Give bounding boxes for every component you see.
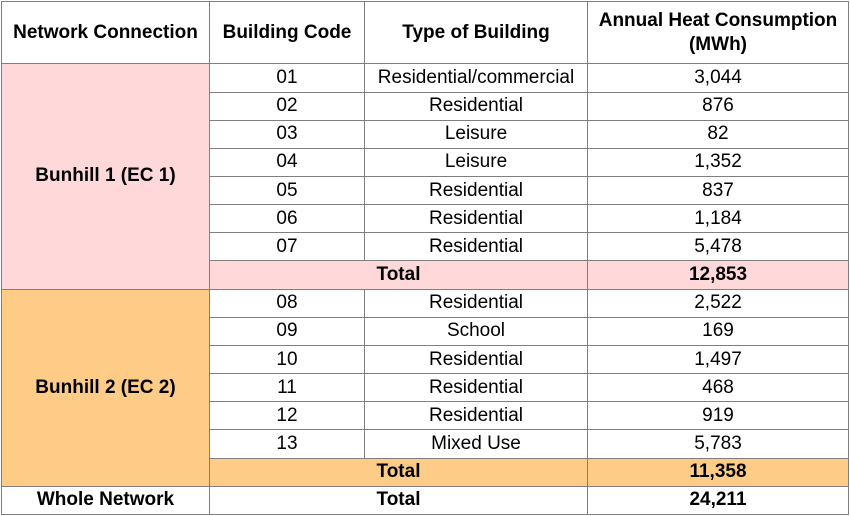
building-type-cell: Residential: [365, 176, 588, 204]
heat-value-cell: 5,478: [588, 233, 849, 261]
heat-value-cell: 919: [588, 402, 849, 430]
group-label-bunhill-1: Bunhill 1 (EC 1): [2, 64, 210, 289]
heat-value-cell: 2,522: [588, 289, 849, 317]
building-type-cell: Residential: [365, 345, 588, 373]
heat-value-cell: 1,497: [588, 345, 849, 373]
building-code-cell: 04: [210, 148, 365, 176]
building-type-cell: Residential: [365, 92, 588, 120]
heat-value-cell: 1,352: [588, 148, 849, 176]
group-label-whole-network: Whole Network: [2, 486, 210, 514]
table-row: [2, 64, 849, 92]
header-type-of-building: Type of Building: [365, 2, 588, 64]
building-code-cell: 09: [210, 317, 365, 345]
building-code-cell: 10: [210, 345, 365, 373]
building-type-cell: Leisure: [365, 120, 588, 148]
heat-value-cell: 3,044: [588, 64, 849, 92]
heat-value-cell: 5,783: [588, 430, 849, 458]
table-row: [2, 289, 849, 317]
grand-total-value: 24,211: [588, 486, 849, 514]
group-label-bunhill-2: Bunhill 2 (EC 2): [2, 289, 210, 486]
grand-total-row: [2, 486, 849, 514]
heat-value-cell: 468: [588, 374, 849, 402]
header-network-connection: Network Connection: [2, 2, 210, 64]
building-type-cell: Residential/commercial: [365, 64, 588, 92]
building-type-cell: School: [365, 317, 588, 345]
building-code-cell: 07: [210, 233, 365, 261]
subtotal-label: Total: [210, 458, 588, 486]
building-type-cell: Leisure: [365, 148, 588, 176]
building-type-cell: Residential: [365, 233, 588, 261]
building-type-cell: Residential: [365, 289, 588, 317]
subtotal-value: 12,853: [588, 261, 849, 289]
building-code-cell: 03: [210, 120, 365, 148]
building-code-cell: 02: [210, 92, 365, 120]
building-type-cell: Residential: [365, 205, 588, 233]
header-row: [2, 2, 849, 64]
building-type-cell: Residential: [365, 402, 588, 430]
building-code-cell: 01: [210, 64, 365, 92]
building-code-cell: 12: [210, 402, 365, 430]
header-annual-heat-consumption: Annual Heat Consumption (MWh): [588, 2, 849, 64]
building-code-cell: 08: [210, 289, 365, 317]
heat-value-cell: 837: [588, 176, 849, 204]
heat-value-cell: 169: [588, 317, 849, 345]
header-building-code: Building Code: [210, 2, 365, 64]
heat-value-cell: 82: [588, 120, 849, 148]
subtotal-value: 11,358: [588, 458, 849, 486]
building-code-cell: 06: [210, 205, 365, 233]
heat-value-cell: 876: [588, 92, 849, 120]
building-code-cell: 13: [210, 430, 365, 458]
grand-total-label: Total: [210, 486, 588, 514]
subtotal-label: Total: [210, 261, 588, 289]
building-type-cell: Mixed Use: [365, 430, 588, 458]
building-code-cell: 11: [210, 374, 365, 402]
heat-value-cell: 1,184: [588, 205, 849, 233]
heat-consumption-table: [1, 1, 849, 515]
building-code-cell: 05: [210, 176, 365, 204]
building-type-cell: Residential: [365, 374, 588, 402]
